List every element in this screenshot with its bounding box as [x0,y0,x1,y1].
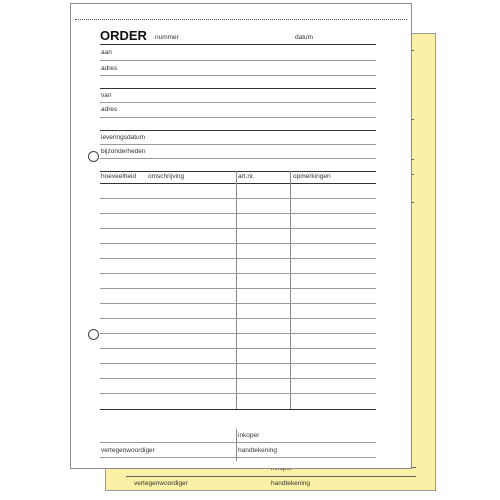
form-title: ORDER [100,28,147,43]
punch-hole [88,329,99,340]
table-row-line [100,333,376,334]
column-divider [236,171,237,409]
table-row-line [100,303,376,304]
purchaser-label: inkoper [238,432,260,439]
punch-hole [88,151,99,162]
order-form-sheet [70,3,412,469]
table-row-line [100,288,376,289]
from-line [100,102,376,103]
table-row-line [100,378,376,379]
section-rule [100,88,376,89]
table-row-line [100,393,376,394]
delivery-date-label: leveringsdatum [101,134,146,141]
address-line [100,75,376,76]
address-label: adres [101,65,118,72]
perforation-line [75,19,407,20]
from-label: van [101,92,112,99]
table-header-rule [100,183,376,184]
delivery-date-line [100,144,376,145]
representative-label: vertegenwoordiger [101,447,155,454]
copy-footer-line [126,476,416,477]
table-row-line [100,318,376,319]
footer-line [100,457,376,458]
table-row-line [100,273,376,274]
table-row-line [100,213,376,214]
copy-representative-label: vertegenwoordiger [134,480,188,487]
address2-line [100,117,376,118]
column-divider [290,171,291,409]
table-row-line [100,258,376,259]
to-line [100,60,376,61]
column-header-article-no: art.nr. [238,173,255,180]
signature-label: handtekening [238,447,278,454]
header-rule [100,44,376,45]
table-row-line [100,198,376,199]
particulars-line [100,158,376,159]
table-top-rule [100,171,376,172]
table-row-line [100,348,376,349]
copy-signature-label: handtekening [271,480,311,487]
table-row-line [100,363,376,364]
table-row-line [100,243,376,244]
footer-top-rule [100,409,376,410]
number-label: nummer [155,34,179,41]
particulars-label: bijzonderheden [101,148,146,155]
column-header-description: omschrijving [148,173,185,180]
column-header-quantity: hoeveelheid [101,173,137,180]
table-row-line [100,228,376,229]
date-label: datum [295,34,314,41]
column-header-remarks: opmerkingen [293,173,331,180]
footer-line [100,442,376,443]
section-rule [100,130,376,131]
to-label: aan [101,49,112,56]
address2-label: adres [101,106,118,113]
